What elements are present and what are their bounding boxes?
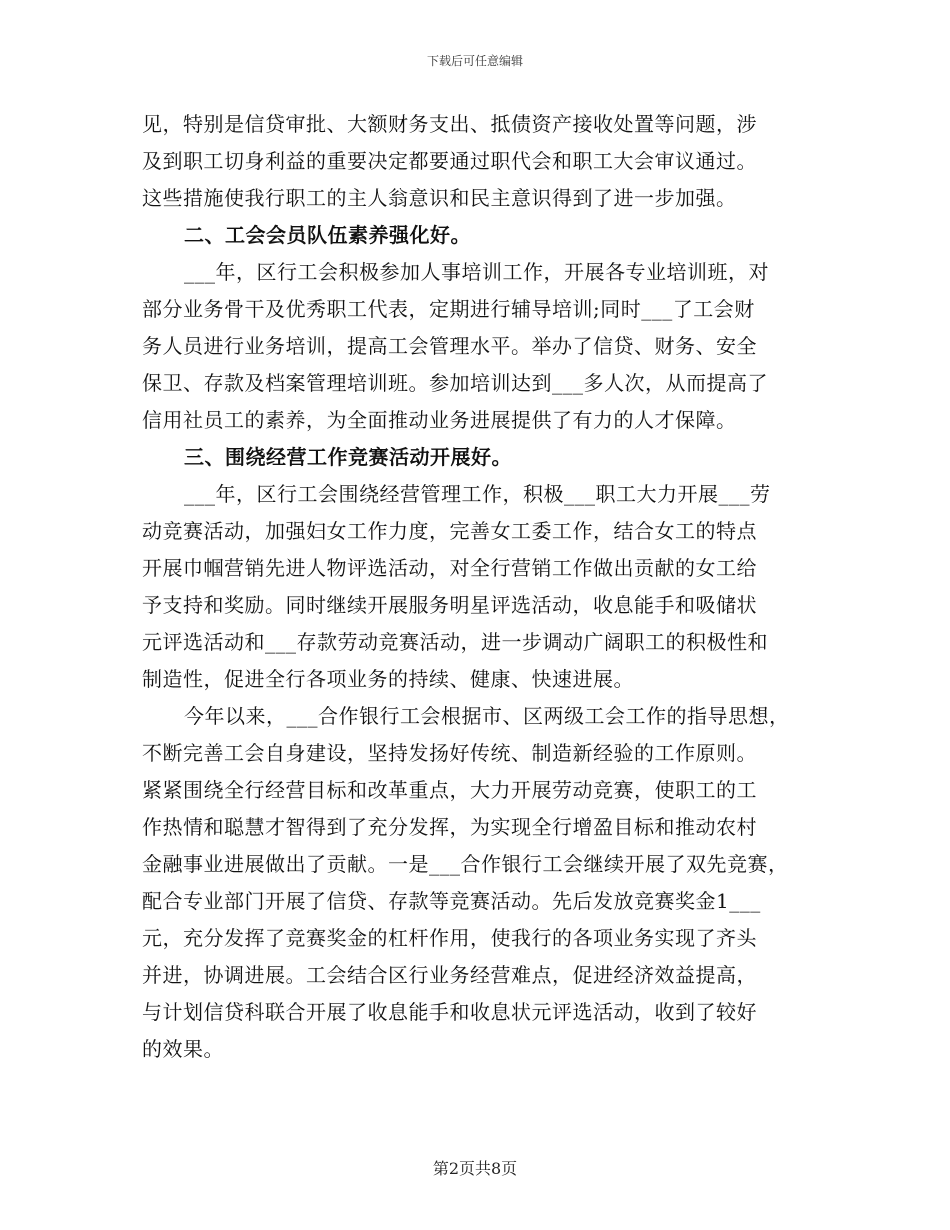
- text-line: 元评选活动和___存款劳动竞赛活动，进一步调动广阔职工的积极性和: [142, 630, 768, 654]
- text-line: 部分业务骨干及优秀职工代表，定期进行辅导培训;同时___了工会财: [142, 297, 755, 321]
- text-line: 与计划信贷科联合开展了收息能手和收息状元评选活动，收到了较好: [142, 1000, 757, 1024]
- text-line: 紧紧围绕全行经营目标和改革重点，大力开展劳动竞赛，使职工的工: [142, 778, 757, 802]
- page-header: 下载后可任意编辑: [426, 54, 523, 68]
- text-line: 配合专业部门开展了信贷、存款等竞赛活动。先后发放竞赛奖金1___: [142, 889, 761, 913]
- text-line: ___年，区行工会积极参加人事培训工作，开展各专业培训班，对: [184, 260, 769, 284]
- text-line: ___年，区行工会围绕经营管理工作，积极___职工大力开展___劳: [184, 482, 771, 506]
- text-line: 及到职工切身利益的重要决定都要通过职代会和职工大会审议通过。: [142, 149, 757, 173]
- text-line: 的效果。: [142, 1037, 224, 1061]
- section-heading: 二、工会会员队伍素养强化好。: [184, 223, 471, 247]
- text-line: 金融事业进展做出了贡献。一是___合作银行工会继续开展了双先竞赛，: [142, 852, 789, 876]
- text-line: 开展巾帼营销先进人物评选活动，对全行营销工作做出贡献的女工给: [142, 556, 757, 580]
- text-line: 作热情和聪慧才智得到了充分发挥，为实现全行增盈目标和推动农村: [142, 815, 757, 839]
- page-number: 第2页共8页: [432, 1159, 518, 1178]
- text-line: 保卫、存款及档案管理培训班。参加培训达到___多人次，从而提高了: [142, 371, 768, 395]
- text-line: 这些措施使我行职工的主人翁意识和民主意识得到了进一步加强。: [142, 186, 737, 210]
- text-line: 元，充分发挥了竞赛奖金的杠杆作用，使我行的各项业务实现了齐头: [142, 926, 757, 950]
- text-line: 见，特别是信贷审批、大额财务支出、抵债资产接收处置等问题，涉: [142, 112, 757, 136]
- text-line: 予支持和奖励。同时继续开展服务明星评选活动，收息能手和吸储状: [142, 593, 757, 617]
- text-line: 今年以来，___合作银行工会根据市、区两级工会工作的指导思想，: [184, 704, 790, 728]
- document-body: [142, 106, 822, 1068]
- text-line: 不断完善工会自身建设，坚持发扬好传统、制造新经验的工作原则。: [142, 741, 757, 765]
- text-line: 信用社员工的素养，为全面推动业务进展提供了有力的人才保障。: [142, 408, 737, 432]
- text-line: 制造性，促进全行各项业务的持续、健康、快速进展。: [142, 667, 634, 691]
- text-line: 务人员进行业务培训，提高工会管理水平。举办了信贷、财务、安全: [142, 334, 757, 358]
- text-line: 并进，协调进展。工会结合区行业务经营难点，促进经济效益提高，: [142, 963, 757, 987]
- section-heading: 三、围绕经营工作竞赛活动开展好。: [184, 445, 512, 469]
- text-line: 动竞赛活动，加强妇女工作力度，完善女工委工作，结合女工的特点: [142, 519, 757, 543]
